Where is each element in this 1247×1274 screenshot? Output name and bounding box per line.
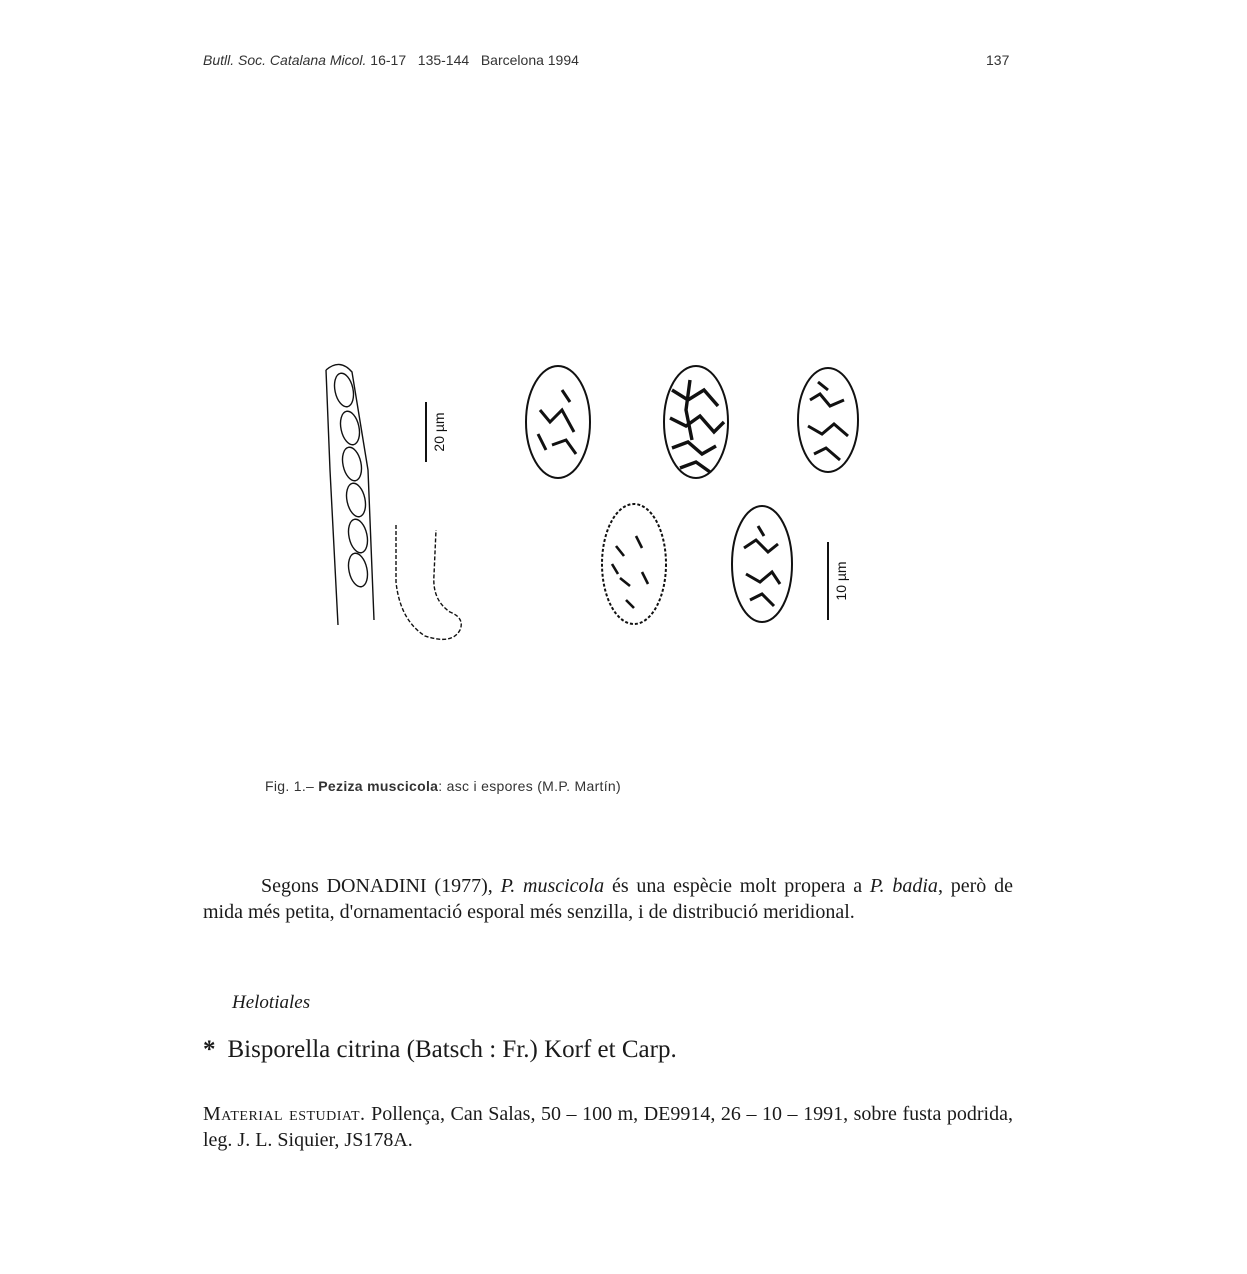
paragraph-species-1: P. muscicola: [500, 875, 605, 897]
paragraph-text-1: Segons DONADINI (1977),: [261, 875, 501, 897]
scale-label-right: 10 µm: [833, 561, 849, 601]
order-heading: Helotiales: [232, 992, 311, 1013]
spores-drawing: [526, 366, 858, 624]
body-paragraph: [203, 873, 1013, 925]
page-number: 137: [986, 52, 1010, 68]
journal-pages: 135-144: [417, 52, 470, 68]
paragraph-text-2: és una espècie molt propera a: [604, 875, 870, 897]
paragraph-species-2: P. badia: [869, 875, 938, 897]
running-header: [203, 52, 579, 68]
journal-name: Butll. Soc. Catalana Micol.: [203, 52, 367, 68]
scale-bar-right: [828, 542, 849, 620]
scale-bar-left: [426, 402, 447, 462]
figure-caption: [265, 778, 621, 794]
spore-1: [526, 366, 590, 478]
caption-prefix: Fig. 1.–: [265, 778, 315, 794]
caption-rest: : asc i espores (M.P. Martín): [438, 778, 621, 794]
caption-species: Peziza muscicola: [318, 778, 439, 794]
species-heading: [203, 1036, 677, 1064]
journal-volume: 16-17: [370, 52, 407, 68]
figure-illustration: [300, 350, 880, 660]
material-text: Pollença, Can Salas, 50 – 100 m, DE9914, 26 – 10 – 1991, sobre fusta podrida, leg. J. L. Siquier, JS178A.: [203, 1103, 1013, 1151]
scale-label-left: 20 µm: [431, 412, 447, 452]
material-studied: [203, 1101, 1013, 1153]
paragraph-text-3: , però de mida més petita, d'ornamentació esporal més senzilla, i de distribució meridional.: [203, 875, 1013, 923]
spore-5: [732, 506, 792, 622]
spore-4: [602, 504, 666, 624]
spore-2: [664, 366, 728, 478]
material-label: Material estudiat.: [203, 1103, 366, 1125]
journal-place-year: Barcelona 1994: [480, 52, 579, 68]
spore-3: [798, 368, 858, 472]
new-record-asterisk: *: [203, 1036, 216, 1063]
species-name: Bisporella citrina (Batsch : Fr.) Korf et Carp.: [227, 1036, 677, 1063]
ascus-drawing: [326, 364, 461, 639]
